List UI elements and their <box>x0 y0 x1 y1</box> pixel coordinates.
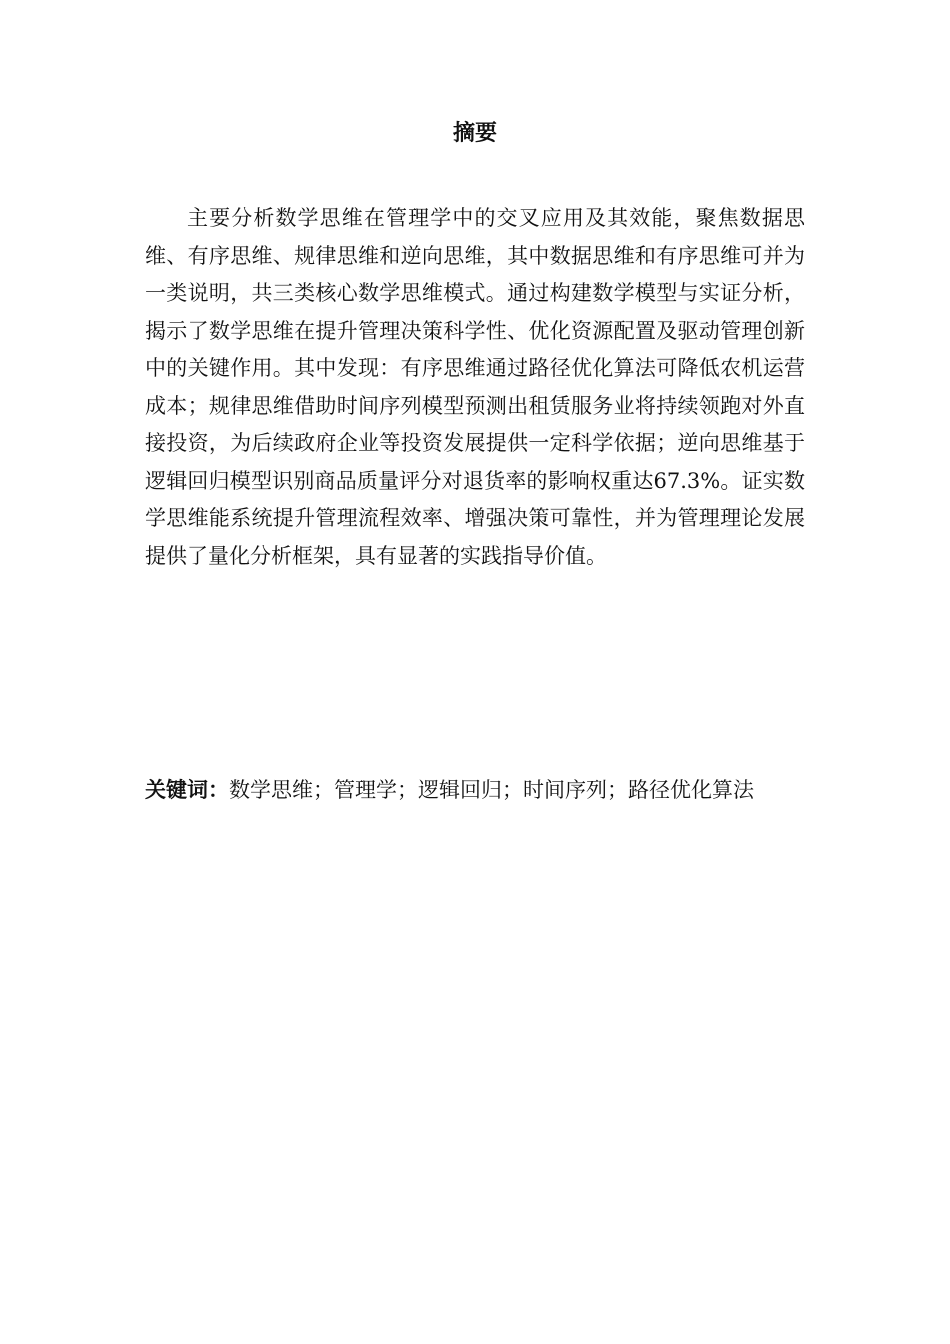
abstract-title: 摘要 <box>452 121 497 146</box>
keywords-text: 数学思维；管理学；逻辑回归；时间序列；路径优化算法 <box>229 778 754 802</box>
abstract-paragraph: 主要分析数学思维在管理学中的交叉应用及其效能，聚焦数据思维、有序思维、规律思维和逆向思维，其中数据思维和有序思维可并为一类说明，共三类核心数学思维模式。通过构建数学模型与实证分析，揭示了数学思维在提升管理决策科学性、优化资源配置及驱动管理创新中的关键作用。其中发现：有序思维通过路径优化算法可降低农机运营成本；规律思维借助时间序列模型预测出租赁服务业将持续领跑对外直接投资，为后续政府企业等投资发展提供一定科学依据；逆向思维基于逻辑回归模型识别商品质量评分对退货率的影响权重达67.3%。证实数学思维能系统提升管理流程效率、增强决策可靠性，并为管理理论发展提供了量化分析框架，具有显著的实践指导价值。 <box>145 206 805 568</box>
keywords-label: 关键词： <box>145 778 229 802</box>
keywords-line <box>145 772 825 810</box>
